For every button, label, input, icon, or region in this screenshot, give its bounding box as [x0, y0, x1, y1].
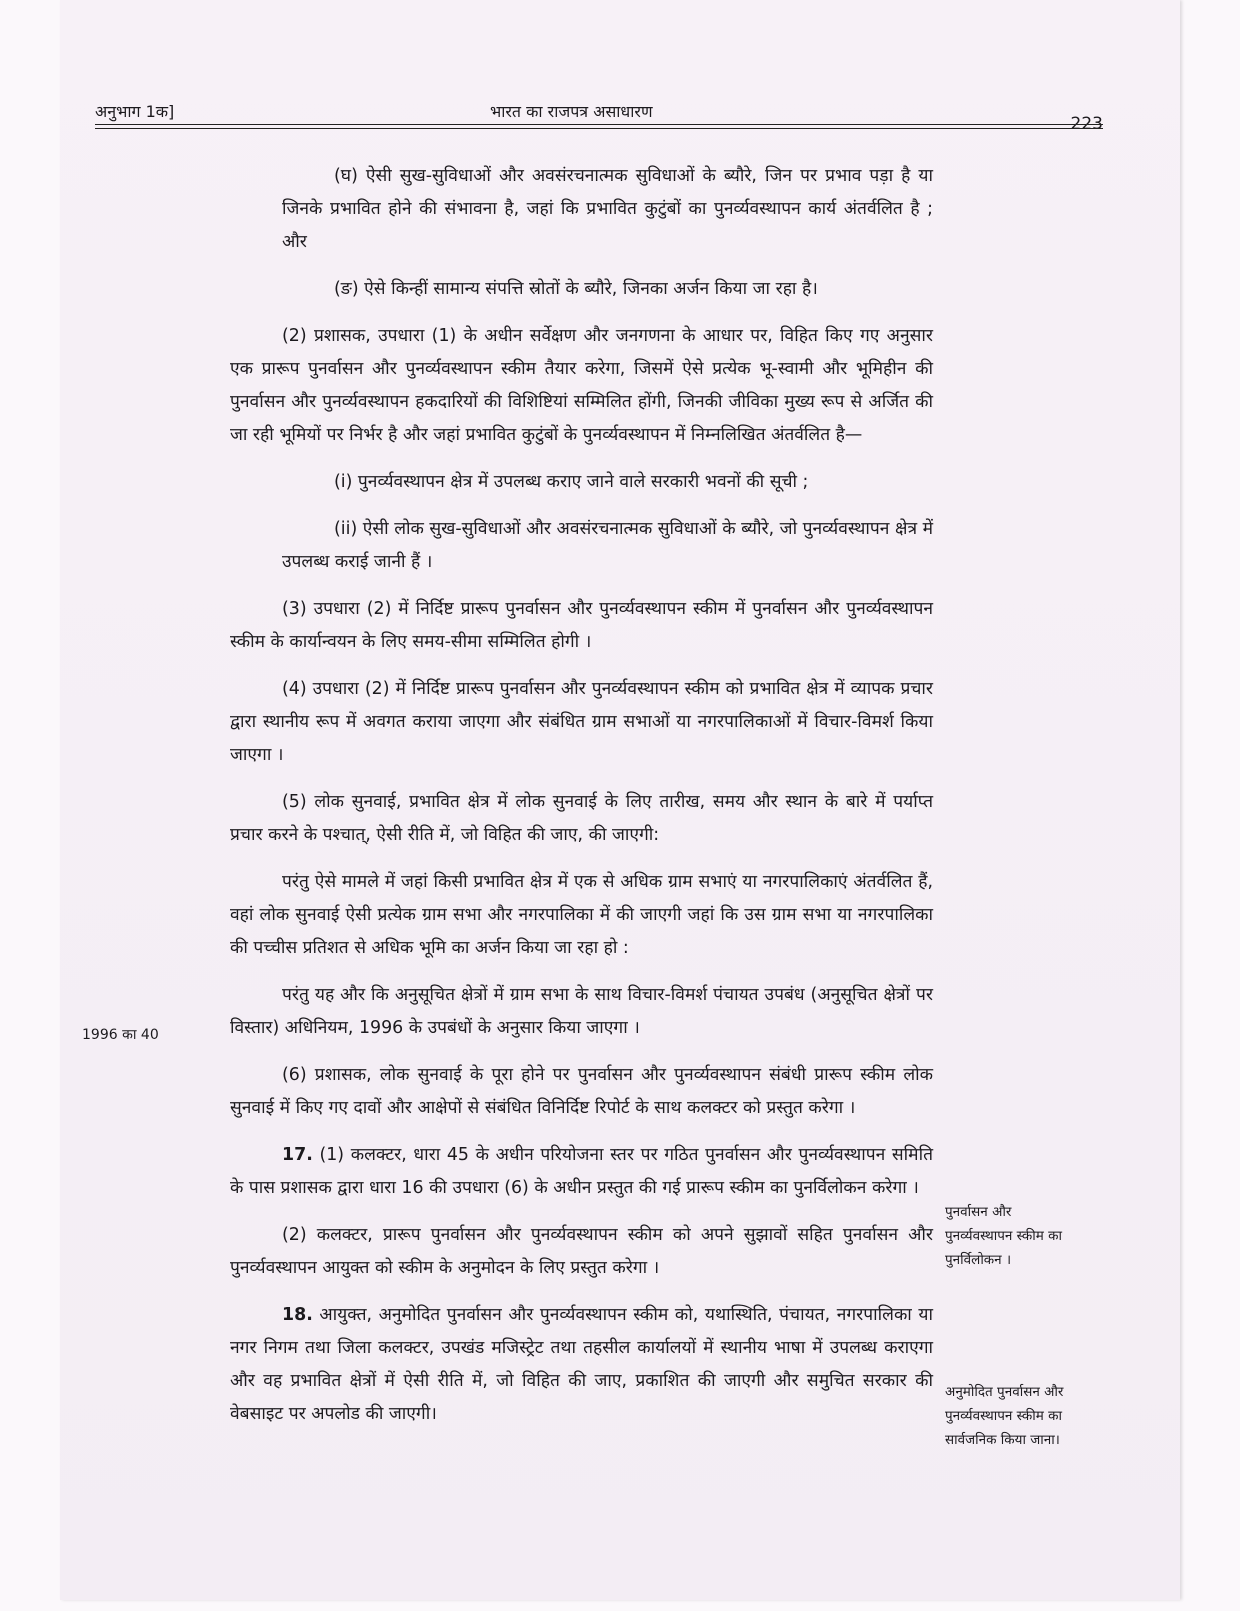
clause-gha: (घ) ऐसी सुख-सुविधाओं और अवसंरचनात्मक सुविधाओं के ब्यौरे, जिन पर प्रभाव पड़ा है या जिनके प्रभावित होने की संभावना है, जहां कि प्रभावित कुटुंबों का पुनर्व्यवस्थापन कार्य अंतर्वलित है ; और — [282, 166, 933, 252]
page-number: 223 — [1070, 114, 1103, 134]
body-text — [230, 160, 933, 1445]
subsection-3: (3) उपधारा (2) में निर्दिष्ट प्रारूप पुनर्वासन और पुनर्व्यवस्थापन स्कीम में पुनर्वासन और पुनर्व्यवस्थापन स्कीम के कार्यान्वयन के लिए समय-सीमा सम्मिलित होगी । — [230, 599, 933, 652]
side-note-17: पुनर्वासन और पुनर्व्यवस्थापन स्कीम का पुनर्विलोकन । — [945, 1204, 1063, 1268]
act-reference: 1996 का 40 — [82, 1027, 159, 1043]
section-label: अनुभाग 1क] — [95, 102, 175, 121]
gazette-title: भारत का राजपत्र असाधारण — [490, 102, 653, 121]
section-17-1 — [230, 1139, 933, 1205]
section-17-2: (2) कलक्टर, प्रारूप पुनर्वासन और पुनर्व्यवस्थापन स्कीम को अपने सुझावों सहित पुनर्वासन और पुनर्व्यवस्थापन आयुक्त को स्कीम के अनुमोदन के लिए प्रस्तुत करेगा । — [230, 1225, 933, 1278]
clause-ii: (ii) ऐसी लोक सुख-सुविधाओं और अवसंरचनात्मक सुविधाओं के ब्यौरे, जो पुनर्व्यवस्थापन क्षेत्र में उपलब्ध कराई जानी हैं । — [282, 519, 933, 572]
subsection-2: (2) प्रशासक, उपधारा (1) के अधीन सर्वेक्षण और जनगणना के आधार पर, विहित किए गए अनुसार एक प्रारूप पुनर्वासन और पुनर्व्यवस्थापन स्कीम तैयार करेगा, जिसमें ऐसे प्रत्येक भू-स्वामी और भूमिहीन की पुनर्वासन और पुनर्व्यवस्थापन हकदारियों की विशिष्टियां सम्मिलित होंगी, जिनकी जीविका मुख्य रूप से अर्जित की जा रही भूमियों पर निर्भर है और जहां प्रभावित कुटुंबों के पुनर्व्यवस्थापन में निम्नलिखित अंतर्वलित है— — [230, 326, 933, 445]
subsection-5: (5) लोक सुनवाई, प्रभावित क्षेत्र में लोक सुनवाई के लिए तारीख, समय और स्थान के बारे में पर्याप्त प्रचार करने के पश्चात्, ऐसी रीति में, जो विहित की जाए, की जाएगी: — [230, 792, 933, 845]
section-18-text: आयुक्त, अनुमोदित पुनर्वासन और पुनर्व्यवस्थापन स्कीम को, यथास्थिति, पंचायत, नगरपालिका या नगर निगम तथा जिला कलक्टर, उपखंड मजिस्ट्रेट तथा तहसील कार्यालयों में स्थानीय भाषा में उपलब्ध कराएगा और वह प्रभावित क्षेत्रों में ऐसी रीति में, जो विहित की जाए, प्रकाशित की जाएगी और समुचित सरकार की वेबसाइट पर अपलोड की जाएगी। — [230, 1305, 933, 1424]
header-rule-top — [95, 124, 1103, 125]
section-number: 18. — [282, 1305, 313, 1325]
proviso-1: परंतु ऐसे मामले में जहां किसी प्रभावित क्षेत्र में एक से अधिक ग्राम सभाएं या नगरपालिकाएं अंतर्वलित हैं, वहां लोक सुनवाई ऐसी प्रत्येक ग्राम सभा और नगरपालिका में की जाएगी जहां कि उस ग्राम सभा या नगरपालिका की पच्चीस प्रतिशत से अधिक भूमि का अर्जन किया जा रहा हो : — [230, 872, 933, 958]
subsection-4: (4) उपधारा (2) में निर्दिष्ट प्रारूप पुनर्वासन और पुनर्व्यवस्थापन स्कीम को प्रभावित क्षेत्र में व्यापक प्रचार द्वारा स्थानीय रूप में अवगत कराया जाएगा और संबंधित ग्राम सभाओं या नगरपालिकाओं में विचार-विमर्श किया जाएगा । — [230, 679, 933, 765]
page-header — [95, 100, 1103, 134]
section-18 — [230, 1299, 933, 1431]
section-17-1-text: (1) कलक्टर, धारा 45 के अधीन परियोजना स्तर पर गठित पुनर्वासन और पुनर्व्यवस्थापन समिति के पास प्रशासक द्वारा धारा 16 की उपधारा (6) के अधीन प्रस्तुत की गई प्रारूप स्कीम का पुनर्विलोकन करेगा । — [230, 1145, 933, 1198]
section-number: 17. — [282, 1145, 313, 1165]
subsection-6: (6) प्रशासक, लोक सुनवाई के पूरा होने पर पुनर्वासन और पुनर्व्यवस्थापन संबंधी प्रारूप स्कीम लोक सुनवाई में किए गए दावों और आक्षेपों से संबंधित विनिर्दिष्ट रिपोर्ट के साथ कलक्टर को प्रस्तुत करेगा । — [230, 1065, 933, 1118]
header-rule-bottom — [95, 128, 1103, 129]
clause-i: (i) पुनर्व्यवस्थापन क्षेत्र में उपलब्ध कराए जाने वाले सरकारी भवनों की सूची ; — [334, 472, 809, 492]
clause-nga: (ङ) ऐसे किन्हीं सामान्य संपत्ति स्रोतों के ब्यौरे, जिनका अर्जन किया जा रहा है। — [334, 279, 818, 299]
side-note-18: अनुमोदित पुनर्वासन और पुनर्व्यवस्थापन स्कीम का सार्वजनिक किया जाना। — [945, 1384, 1064, 1448]
proviso-2: परंतु यह और कि अनुसूचित क्षेत्रों में ग्राम सभा के साथ विचार-विमर्श पंचायत उपबंध (अनुसूचित क्षेत्रों पर विस्तार) अधिनियम, 1996 के उपबंधों के अनुसार किया जाएगा । — [230, 985, 933, 1038]
